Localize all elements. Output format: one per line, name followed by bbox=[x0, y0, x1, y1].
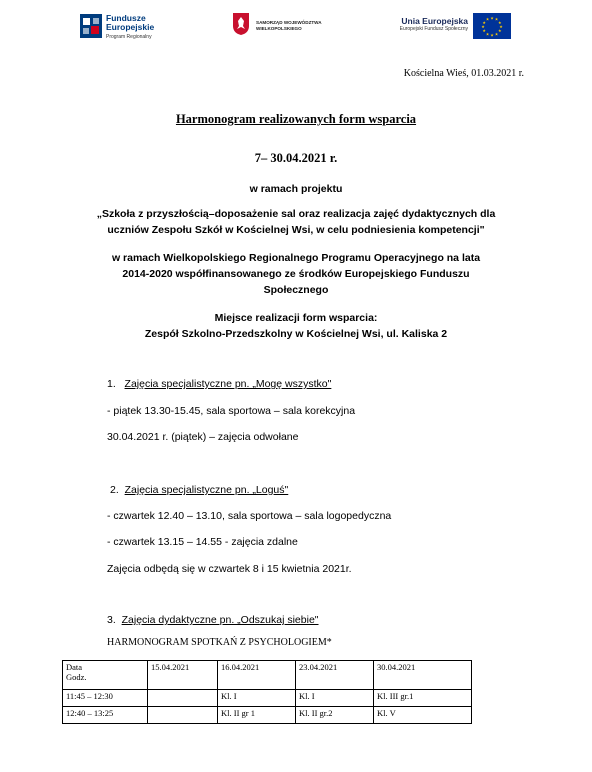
table-cell: Kl. V bbox=[374, 707, 472, 724]
section-3-title: Zajęcia dydaktyczne pn. „Odszukaj siebie" bbox=[121, 614, 319, 626]
svg-text:★: ★ bbox=[485, 31, 490, 37]
fundusze-europejskie-logo bbox=[80, 12, 176, 42]
program-line-2: 2014-2020 współfinansowanego ze środków Europejskiego Funduszu bbox=[122, 268, 470, 280]
section-3-number: 3. bbox=[107, 614, 116, 626]
wlkp-logo-line2: WIELKOPOLSKIEGO bbox=[256, 25, 302, 31]
section-2-line-2: - czwartek 13.15 – 14.55 - zajęcia zdalne bbox=[107, 536, 298, 548]
svg-text:★: ★ bbox=[498, 20, 502, 25]
program-line-1: w ramach Wielkopolskiego Regionalnego Programu Operacyjnego na lata bbox=[111, 252, 481, 264]
section-2-number: 2. bbox=[110, 484, 119, 496]
svg-text:★: ★ bbox=[482, 20, 486, 25]
section-1-heading bbox=[107, 378, 331, 390]
section-2-line-1: - czwartek 12.40 – 13.10, sala sportowa – sala logopedyczna bbox=[107, 510, 392, 522]
section-2-line-3: Zajęcia odbędą się w czwartek 8 i 15 kwietnia 2021r. bbox=[107, 563, 352, 575]
table-header-cell: 15.04.2021 bbox=[148, 661, 218, 690]
fe-logo-line3: Program Regionalny bbox=[106, 34, 152, 40]
eagle-shield-icon bbox=[232, 12, 250, 36]
project-line-2: uczniów Zespołu Szkół w Kościelnej Wsi, w celu podniesienia kompetencji" bbox=[107, 224, 485, 236]
place-date: Kościelna Wieś, 01.03.2021 r. bbox=[403, 68, 524, 79]
ue-logo-line2: Europejski Fundusz Społeczny bbox=[399, 26, 468, 32]
table-cell bbox=[148, 707, 218, 724]
fe-logo-line2: Europejskie bbox=[106, 22, 155, 32]
in-project-label: w ramach projektu bbox=[249, 183, 343, 195]
fe-logo-line1: Fundusze bbox=[106, 13, 146, 23]
table-cell: Kl. I bbox=[296, 690, 374, 707]
table-cell: 12:40 – 13:25 bbox=[63, 707, 148, 724]
section-1-line-2: 30.04.2021 r. (piątek) – zajęcia odwołane bbox=[107, 431, 299, 443]
wielkopolska-logo bbox=[232, 12, 328, 42]
project-line-1: „Szkoła z przyszłością–doposażenie sal oraz realizacja zajęć dydaktycznych dla bbox=[96, 208, 496, 220]
ue-logo-line1: Unia Europejska bbox=[401, 16, 468, 26]
table-cell: Kl. II gr 1 bbox=[218, 707, 296, 724]
table-header-cell: 30.04.2021 bbox=[374, 661, 472, 690]
svg-text:★: ★ bbox=[494, 31, 499, 37]
place-of-support bbox=[0, 310, 592, 342]
table-cell: Kl. II gr.2 bbox=[296, 707, 374, 724]
period-dates: 7– 30.04.2021 r. bbox=[254, 151, 338, 165]
svg-text:★: ★ bbox=[490, 15, 494, 21]
unia-europejska-logo bbox=[374, 12, 514, 42]
section-1-line-1: - piątek 13.30-15.45, sala sportowa – sala korekcyjna bbox=[107, 405, 356, 417]
svg-text:★: ★ bbox=[482, 28, 486, 33]
psychologist-schedule-heading: HARMONOGRAM SPOTKAŃ Z PSYCHOLOGIEM* bbox=[107, 637, 332, 648]
program-description bbox=[0, 250, 592, 298]
table-cell bbox=[148, 690, 218, 707]
table-header-row bbox=[63, 661, 472, 690]
project-name bbox=[0, 206, 592, 238]
table-cell: Kl. III gr.1 bbox=[374, 690, 472, 707]
table-header-cell: 23.04.2021 bbox=[296, 661, 374, 690]
table-cell: 11:45 – 12:30 bbox=[63, 690, 148, 707]
document-title: Harmonogram realizowanych form wsparcia bbox=[175, 112, 417, 126]
table-header-cell: 16.04.2021 bbox=[218, 661, 296, 690]
section-2-heading bbox=[110, 484, 288, 496]
program-line-3: Społecznego bbox=[263, 284, 329, 296]
svg-text:★: ★ bbox=[499, 24, 503, 29]
section-3-heading bbox=[107, 614, 319, 626]
schedule-table bbox=[62, 660, 472, 724]
section-1-number: 1. bbox=[107, 378, 116, 390]
place-value: Zespół Szkolno-Przedszkolny w Kościelnej Wsi, ul. Kaliska 2 bbox=[144, 328, 448, 340]
table-cell: Kl. I bbox=[218, 690, 296, 707]
svg-text:★: ★ bbox=[490, 32, 494, 38]
table-row bbox=[63, 690, 472, 707]
section-1-title: Zajęcia specjalistyczne pn. „Mogę wszystko" bbox=[124, 378, 332, 390]
place-label: Miejsce realizacji form wsparcia: bbox=[214, 312, 378, 324]
fundusze-europejskie-mark-icon bbox=[80, 14, 102, 38]
eu-flag-icon bbox=[473, 13, 511, 39]
table-header-cell: Data Godz. bbox=[63, 661, 148, 690]
section-2-title: Zajęcia specjalistyczne pn. „Loguś" bbox=[124, 484, 289, 496]
table-row bbox=[63, 707, 472, 724]
svg-text:★: ★ bbox=[498, 28, 502, 33]
svg-text:★: ★ bbox=[494, 16, 499, 22]
wlkp-logo-line1: SAMORZĄD WOJEWÓDZTWA bbox=[256, 20, 322, 25]
svg-text:★: ★ bbox=[481, 24, 485, 29]
svg-text:★: ★ bbox=[485, 16, 490, 22]
